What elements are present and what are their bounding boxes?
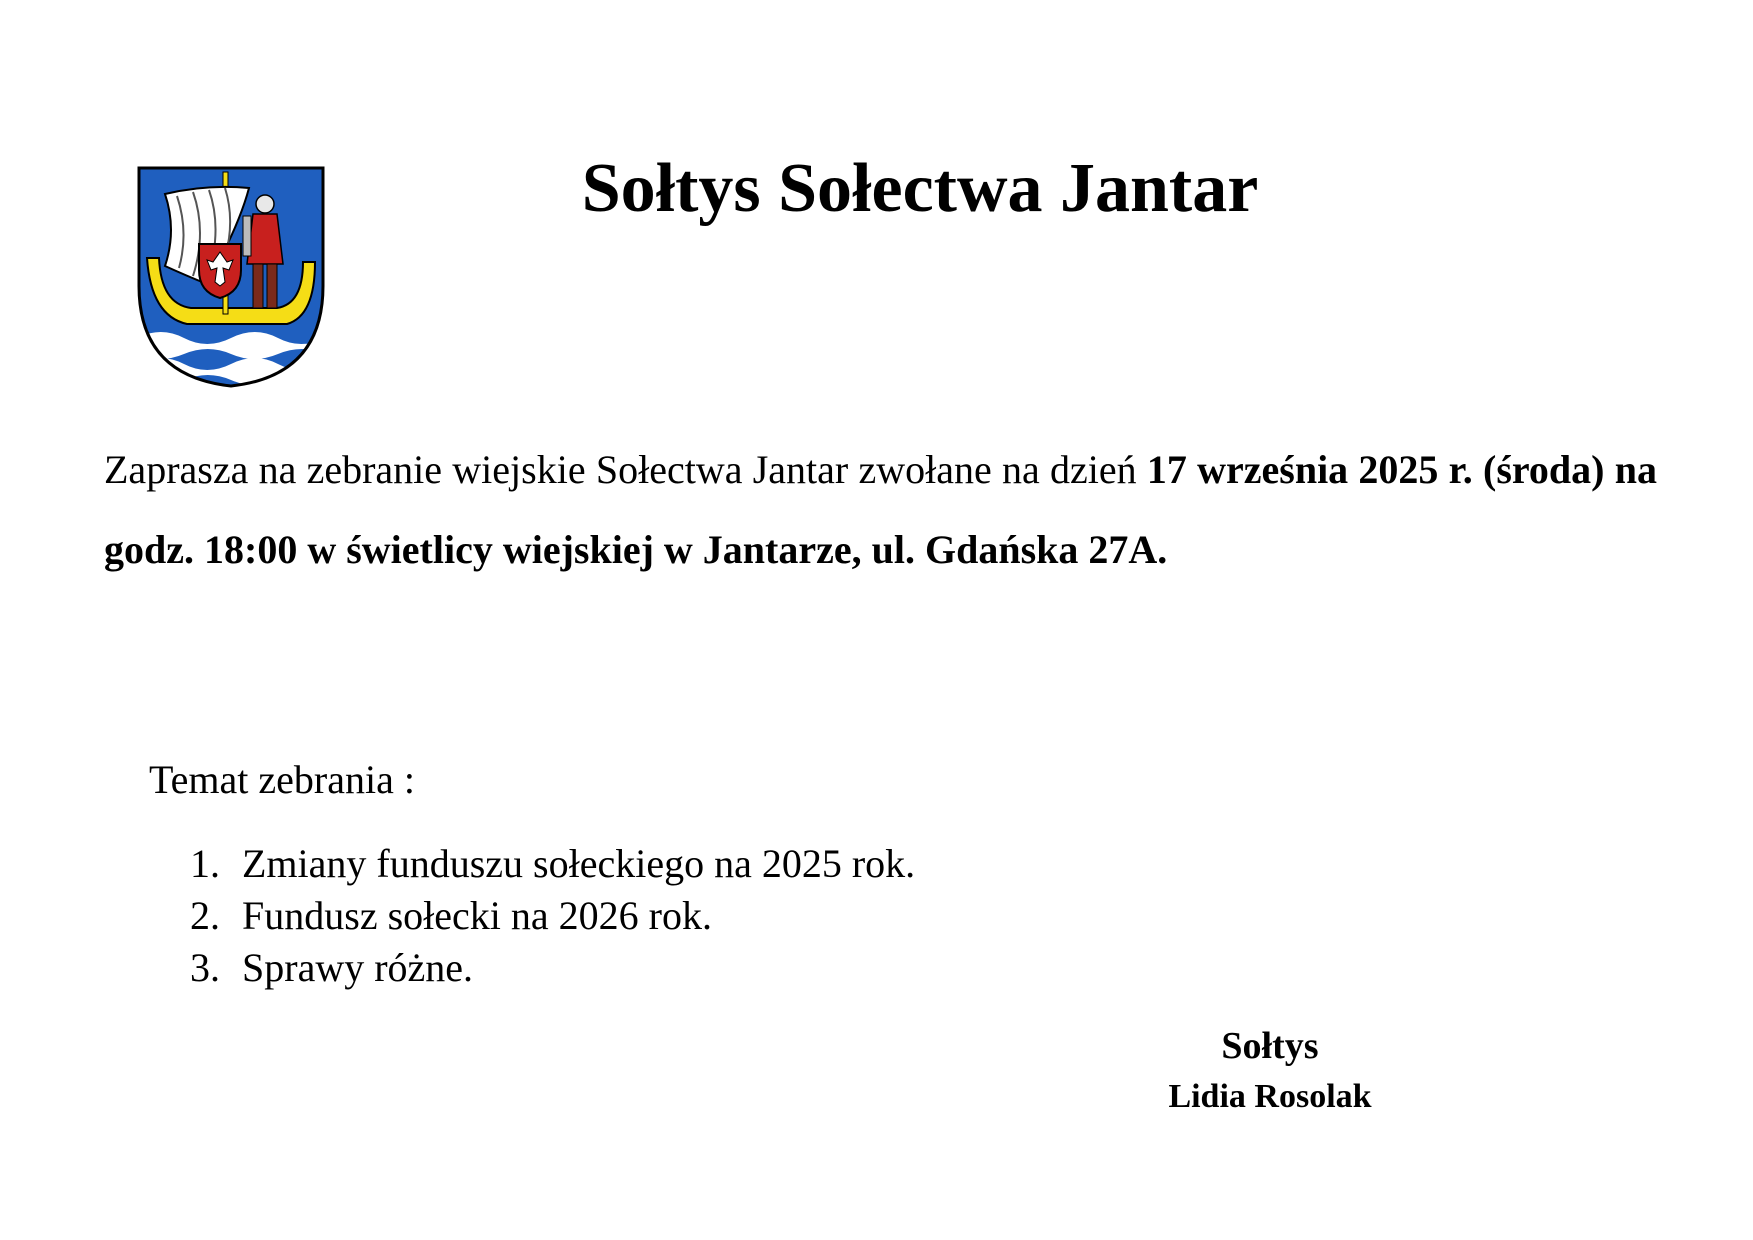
signature-role: Sołtys — [1221, 1025, 1319, 1067]
signature-name: Lidia Rosolak — [1168, 1078, 1372, 1115]
coat-of-arms-icon — [137, 166, 325, 388]
list-item-text: Zmiany funduszu sołeckiego na 2025 rok. — [242, 841, 916, 886]
list-item-number: 3. — [190, 945, 220, 990]
agenda-list — [190, 838, 915, 994]
invitation-lead: Zaprasza na zebranie wiejskie Sołectwa Jantar zwołane na dzień — [104, 447, 1137, 492]
list-item-number: 1. — [190, 841, 220, 886]
list-item — [190, 942, 915, 994]
agenda-heading: Temat zebrania : — [149, 757, 415, 802]
list-item — [190, 890, 915, 942]
signature-block — [1100, 1020, 1440, 1122]
list-item-text: Fundusz sołecki na 2026 rok. — [242, 893, 712, 938]
list-item-text: Sprawy różne. — [242, 945, 474, 990]
page-title: Sołtys Sołectwa Jantar — [581, 150, 1259, 227]
list-item-number: 2. — [190, 893, 220, 938]
invitation-text — [104, 430, 1657, 590]
list-item — [190, 838, 915, 890]
meeting-details: 17 września 2025 r. (środa) na godz. 18:00 w świetlicy wiejskiej w Jantarze, ul. Gdańska 27A. — [104, 447, 1657, 572]
